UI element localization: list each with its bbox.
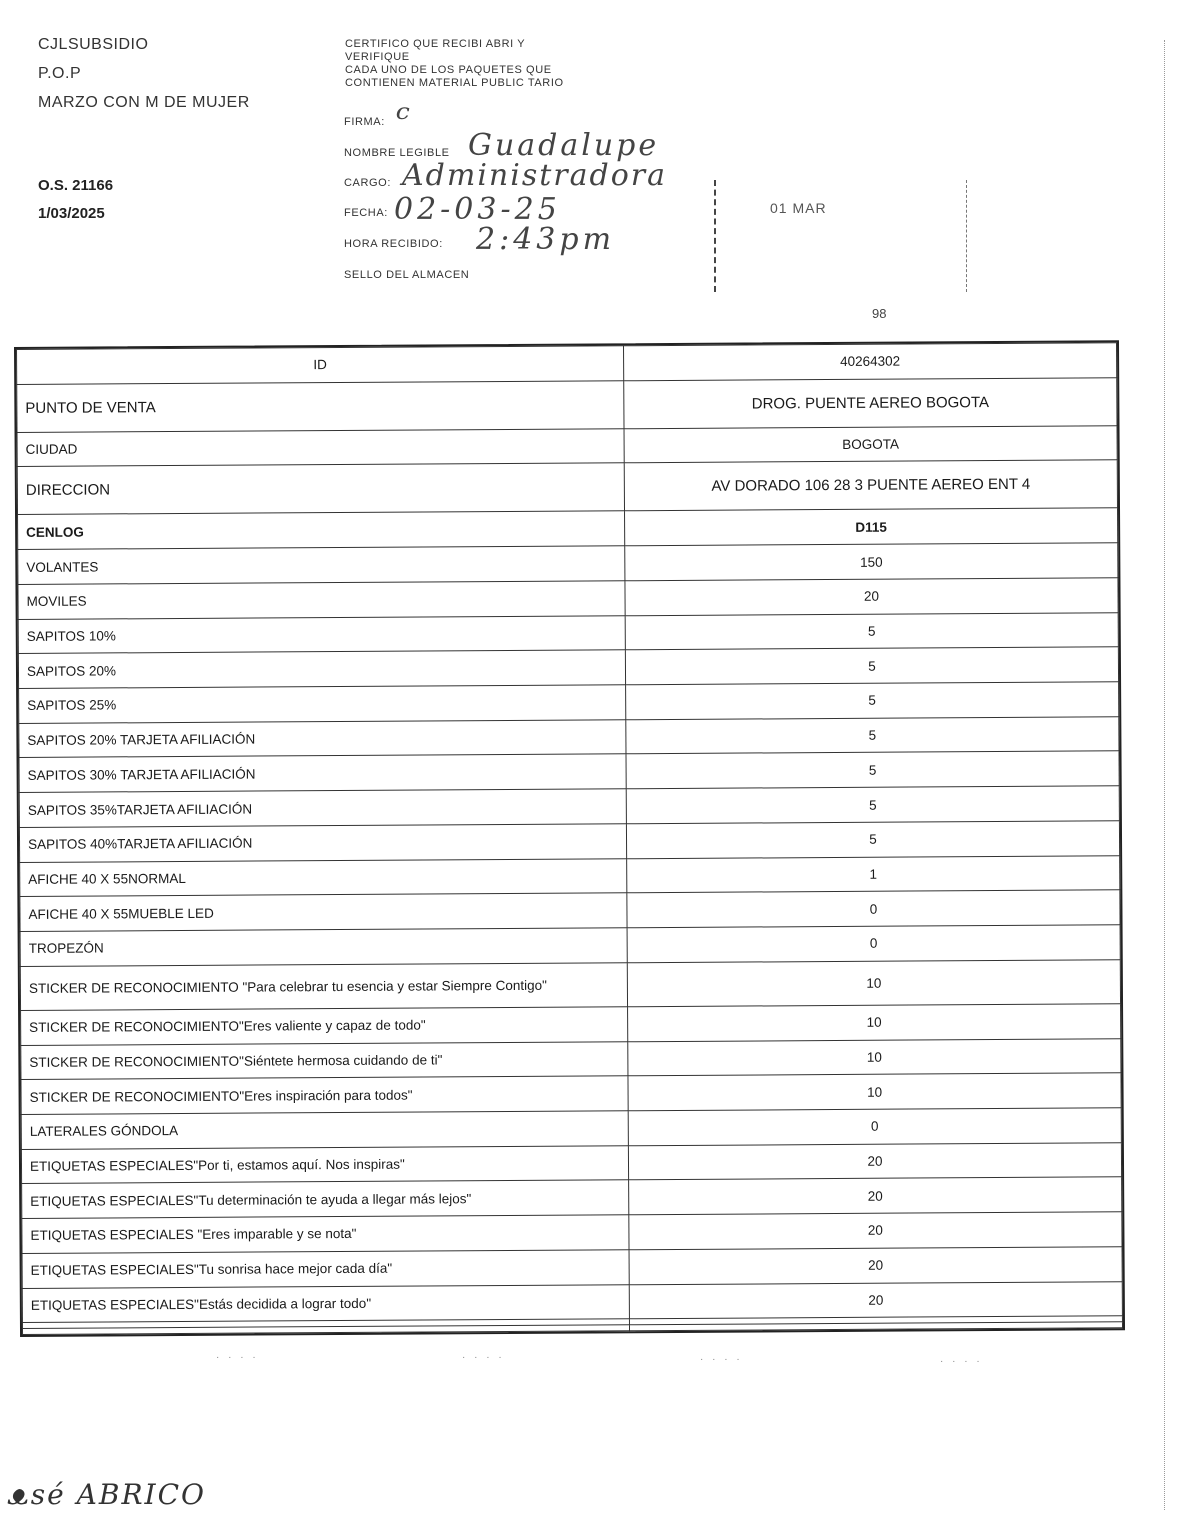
row-value: 10 — [628, 1038, 1121, 1076]
row-label: ETIQUETAS ESPECIALES"Estás decidida a lograr todo" — [22, 1284, 629, 1322]
material-type: P.O.P — [38, 65, 82, 82]
row-label: SAPITOS 10% — [18, 615, 625, 653]
cert-line: CERTIFICO QUE RECIBI ABRI Y — [345, 38, 526, 50]
row-label: AFICHE 40 X 55NORMAL — [20, 858, 627, 896]
cargo-label: CARGO: — [344, 177, 391, 189]
row-value: 10 — [627, 960, 1120, 1007]
row-label: ETIQUETAS ESPECIALES"Tu sonrisa hace mejor cada día" — [22, 1250, 629, 1288]
row-label: CIUDAD — [17, 428, 624, 466]
row-value: 20 — [629, 1212, 1122, 1250]
row-value: 1 — [627, 855, 1120, 893]
scan-mark: · · · · — [700, 1354, 743, 1365]
campaign-name: MARZO CON M DE MUJER — [38, 94, 250, 111]
row-value: 20 — [625, 578, 1118, 616]
row-label: DIRECCION — [17, 463, 624, 515]
scan-edge-line — [1164, 40, 1165, 1510]
table-row — [17, 377, 1117, 432]
cert-line: CONTIENEN MATERIAL PUBLIC TARIO — [345, 77, 564, 89]
row-label: MOVILES — [18, 581, 625, 619]
order-number: O.S. 21166 — [38, 177, 114, 194]
row-label: TROPEZÓN — [20, 928, 627, 966]
row-label: SAPITOS 35%TARJETA AFILIACIÓN — [19, 789, 626, 827]
delivery-table-frame — [14, 340, 1125, 1337]
certification-text — [345, 38, 635, 90]
row-label: CENLOG — [18, 511, 625, 549]
row-label: SAPITOS 20% TARJETA AFILIACIÓN — [19, 720, 626, 758]
row-value: 40264302 — [624, 343, 1117, 381]
row-value: AV DORADO 106 28 3 PUENTE AEREO ENT 4 — [624, 460, 1117, 511]
row-value: 5 — [626, 786, 1119, 824]
delivery-table — [16, 342, 1123, 1335]
row-value: 0 — [627, 890, 1120, 928]
row-value: 0 — [628, 1108, 1121, 1146]
order-date: 1/03/2025 — [38, 205, 105, 222]
row-value: 5 — [625, 647, 1118, 685]
row-label: STICKER DE RECONOCIMIENTO"Siéntete hermosa cuidando de ti" — [21, 1041, 628, 1079]
bottom-handwritten-signature: ᴥsé ABRICO — [8, 1478, 206, 1511]
nombre-label: NOMBRE LEGIBLE — [344, 147, 450, 159]
cert-line: VERIFIQUE — [345, 51, 410, 63]
row-value: 5 — [626, 717, 1119, 755]
row-value: 0 — [627, 925, 1120, 963]
row-value: 20 — [628, 1142, 1121, 1180]
row-value: 150 — [625, 543, 1118, 581]
row-value: 20 — [629, 1177, 1122, 1215]
row-label: SAPITOS 40%TARJETA AFILIACIÓN — [19, 824, 626, 862]
handwritten-hora: 2:43pm — [476, 222, 616, 257]
row-value: 5 — [626, 751, 1119, 789]
row-label: SAPITOS 30% TARJETA AFILIACIÓN — [19, 754, 626, 792]
firma-label: FIRMA: — [344, 116, 385, 128]
order-info — [38, 172, 113, 228]
company-name: CJLSUBSIDIO — [38, 36, 149, 53]
row-label: SAPITOS 25% — [19, 685, 626, 723]
row-label: ETIQUETAS ESPECIALES"Tu determinación te ayuda a llegar más lejos" — [22, 1180, 629, 1218]
row-value: D115 — [625, 508, 1118, 546]
row-label: STICKER DE RECONOCIMIENTO "Para celebrar tu esencia y estar Siempre Contigo" — [20, 963, 627, 1011]
row-value: 20 — [629, 1247, 1122, 1285]
scan-mark: · · · · — [940, 1356, 983, 1367]
row-value: 5 — [625, 612, 1118, 650]
handwritten-fecha: 02-03-25 — [394, 192, 561, 227]
scan-mark: · · · · — [462, 1352, 505, 1363]
row-label: STICKER DE RECONOCIMIENTO"Eres valiente y capaz de todo" — [21, 1007, 628, 1045]
sello-label: SELLO DEL ALMACEN — [344, 269, 470, 281]
row-value: DROG. PUENTE AEREO BOGOTA — [624, 377, 1117, 428]
page-number: 98 — [872, 306, 887, 321]
delivery-table-body — [17, 343, 1123, 1335]
table-row — [17, 460, 1117, 515]
row-value: 5 — [626, 821, 1119, 859]
handwritten-signature: ᶜ — [396, 96, 411, 142]
row-label: ID — [17, 346, 624, 384]
document-header-left — [38, 36, 250, 123]
row-label: PUNTO DE VENTA — [17, 380, 624, 432]
handwritten-cargo: Administradora — [402, 158, 667, 193]
fecha-label: FECHA: — [344, 207, 388, 219]
row-label: SAPITOS 20% — [18, 650, 625, 688]
hora-label: HORA RECIBIDO: — [344, 238, 443, 250]
row-label: STICKER DE RECONOCIMIENTO"Eres inspiración para todos" — [21, 1076, 628, 1114]
row-label: ETIQUETAS ESPECIALES"Por ti, estamos aquí. Nos inspiras" — [21, 1145, 628, 1183]
handwritten-nombre: Guadalupe — [468, 128, 660, 163]
row-label: LATERALES GÓNDOLA — [21, 1111, 628, 1149]
row-label: AFICHE 40 X 55MUEBLE LED — [20, 893, 627, 931]
table-row — [20, 960, 1120, 1011]
warehouse-stamp — [714, 180, 967, 292]
row-value: BOGOTA — [624, 425, 1117, 463]
scan-mark: · · · · — [216, 1352, 259, 1363]
stamp-date: 01 MAR — [770, 200, 827, 216]
row-value: 5 — [626, 682, 1119, 720]
cert-line: CADA UNO DE LOS PAQUETES QUE — [345, 64, 552, 76]
row-value: 20 — [629, 1281, 1122, 1319]
row-label: VOLANTES — [18, 546, 625, 584]
row-label: ETIQUETAS ESPECIALES "Eres imparable y se nota" — [22, 1215, 629, 1253]
row-value: 10 — [628, 1073, 1121, 1111]
row-value: 10 — [628, 1004, 1121, 1042]
